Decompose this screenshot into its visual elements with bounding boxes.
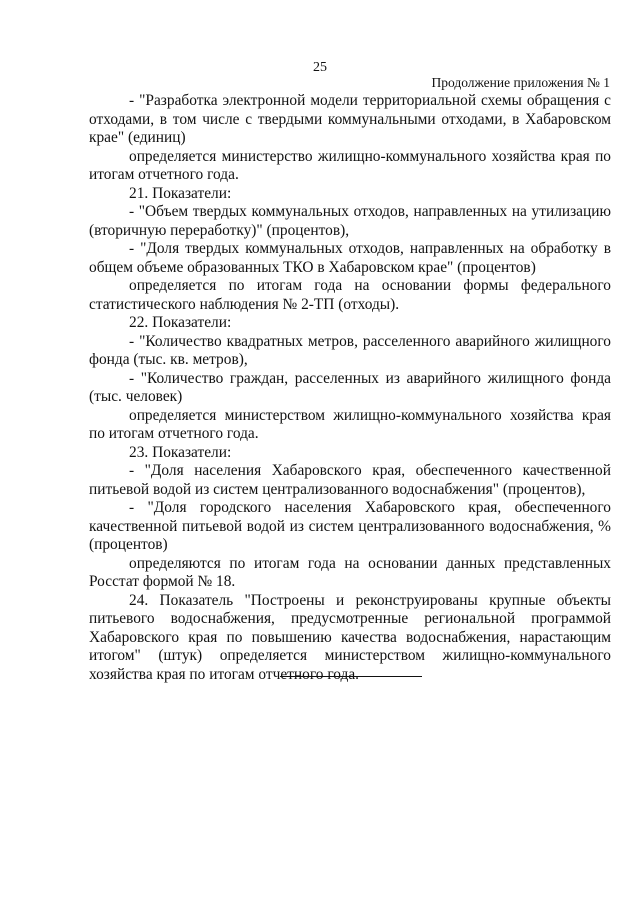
paragraph: определяются по итогам года на основании данных представленных Росстат формой № 18.	[89, 554, 611, 590]
section-heading: 21. Показатели:	[129, 184, 232, 202]
paragraph: определяется министерство жилищно-коммунального хозяйства края по итогам отчетного года.	[89, 147, 611, 183]
paragraph: - "Доля городского населения Хабаровского края, обеспеченного качественной питьевой водой из систем централизованного водоснабжения, % (процентов)	[89, 499, 611, 553]
paragraph: определяется по итогам года на основании формы федерального статистического наблюдения № 2-ТП (отходы).	[89, 277, 611, 313]
paragraph: определяется министерством жилищно-коммунального хозяйства края по итогам отчетного года.	[89, 406, 611, 442]
paragraph: - "Объем твердых коммунальных отходов, направленных на утилизацию (вторичную переработку)" (процентов),	[89, 203, 611, 239]
section-heading: 22. Показатели:	[129, 314, 232, 331]
paragraph: - "Доля населения Хабаровского края, обеспеченного качественной питьевой водой из систем централизованного водоснабжения" (процентов),	[89, 462, 611, 498]
paragraph: - "Количество граждан, расселенных из аварийного жилищного фонда (тыс. человек)	[89, 369, 611, 405]
paragraph: - "Разработка электронной модели территориальной схемы обращения с отходами, в том числе с твердыми коммунальными отходами, в Хабаровском крае" (единиц)	[89, 92, 611, 146]
continuation-note: Продолжение приложения № 1	[431, 75, 610, 90]
paragraph: 24. Показатель "Построены и реконструированы крупные объекты питьевого водоснабжения, предусмотренные региональной программой Хабаровского края по повышению качества водоснабжения, нарастающим итогом" (штук) определяется министерством жилищно-коммунального хозяйства края по итогам отчетного года.	[89, 591, 611, 683]
paragraph: - "Доля твердых коммунальных отходов, направленных на обработку в общем объеме образованных ТКО в Хабаровском крае" (процентов)	[89, 240, 611, 276]
paragraph: - "Количество квадратных метров, расселенного аварийного жилищного фонда (тыс. кв. метров),	[89, 332, 611, 368]
page-number: 25	[313, 60, 327, 75]
end-separator-line	[280, 676, 422, 677]
section-heading: 23. Показатели:	[129, 443, 232, 461]
document-body	[89, 92, 611, 684]
